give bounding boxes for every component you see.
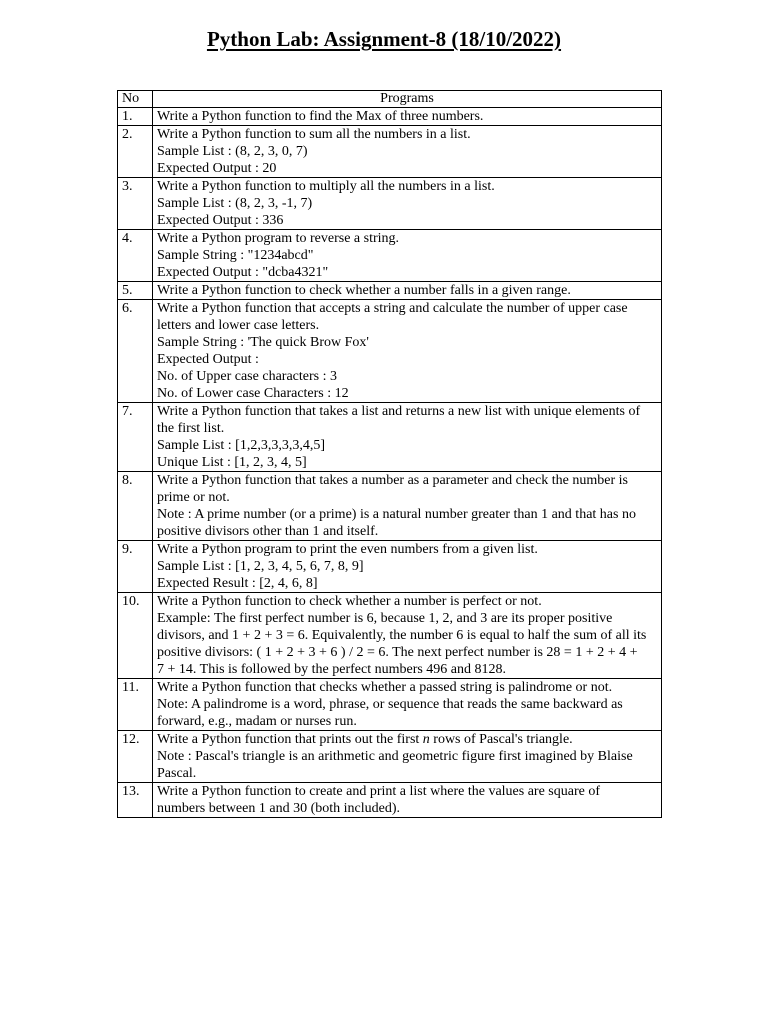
page-title: Python Lab: Assignment-8 (18/10/2022)	[206, 27, 562, 51]
program-line: Write a Python function to check whether a number falls in a given range.	[157, 283, 571, 298]
program-line: Note : A prime number (or a prime) is a natural number greater than 1 and that has no	[157, 507, 636, 522]
program-line: numbers between 1 and 30 (both included).	[157, 801, 400, 816]
program-line: Write a Python function that takes a number as a parameter and check the number is	[157, 473, 628, 488]
table-row	[118, 472, 662, 541]
program-line: letters and lower case letters.	[157, 318, 320, 333]
program-line: Write a Python function to sum all the numbers in a list.	[157, 127, 471, 142]
program-line: Sample List : [1, 2, 3, 4, 5, 6, 7, 8, 9]	[157, 559, 364, 574]
row-number: 6.	[118, 300, 153, 403]
program-line: Expected Output : 336	[157, 213, 284, 228]
program-description	[153, 783, 662, 818]
program-description	[153, 282, 662, 300]
program-line-text: rows of Pascal's triangle.	[429, 732, 573, 747]
row-number: 7.	[118, 403, 153, 472]
program-description	[153, 108, 662, 126]
row-number: 8.	[118, 472, 153, 541]
program-description	[153, 300, 662, 403]
table-row	[118, 300, 662, 403]
program-line: divisors, and 1 + 2 + 3 = 6. Equivalently, the number 6 is equal to half the sum of all its	[157, 628, 647, 643]
program-line: Unique List : [1, 2, 3, 4, 5]	[157, 455, 307, 470]
program-line: Expected Result : [2, 4, 6, 8]	[157, 576, 318, 591]
program-line: Sample String : 'The quick Brow Fox'	[157, 335, 369, 350]
table-row	[118, 178, 662, 230]
table-row	[118, 541, 662, 593]
program-line: Sample String : "1234abcd"	[157, 248, 314, 263]
program-description	[153, 403, 662, 472]
program-description	[153, 731, 662, 783]
program-description	[153, 126, 662, 178]
program-line: Write a Python program to reverse a string.	[157, 231, 400, 246]
row-number: 2.	[118, 126, 153, 178]
program-description	[153, 541, 662, 593]
program-line: forward, e.g., madam or nurses run.	[157, 714, 357, 729]
program-line: Write a Python function to find the Max of three numbers.	[157, 109, 484, 124]
program-line: Sample List : (8, 2, 3, -1, 7)	[157, 196, 313, 211]
program-line: the first list.	[157, 421, 225, 436]
program-line: Expected Output : "dcba4321"	[157, 265, 329, 280]
table-row	[118, 593, 662, 679]
program-line: Write a Python function that checks whether a passed string is palindrome or not.	[157, 680, 613, 695]
program-line: Example: The first perfect number is 6, because 1, 2, and 3 are its proper positive	[157, 611, 613, 626]
row-number: 9.	[118, 541, 153, 593]
program-line: Write a Python program to print the even numbers from a given list.	[157, 542, 538, 557]
program-description	[153, 178, 662, 230]
program-line: Note : Pascal's triangle is an arithmetic and geometric figure first imagined by Blaise	[157, 749, 633, 764]
program-line: positive divisors other than 1 and itself.	[157, 524, 379, 539]
program-line: prime or not.	[157, 490, 230, 505]
program-line	[157, 731, 657, 748]
program-line: Pascal.	[157, 766, 197, 781]
table-row	[118, 108, 662, 126]
table-row	[118, 679, 662, 731]
program-line: Write a Python function to create and print a list where the values are square of	[157, 784, 600, 799]
row-number: 4.	[118, 230, 153, 282]
header-programs: Programs	[153, 91, 662, 108]
table-row	[118, 403, 662, 472]
program-line: positive divisors: ( 1 + 2 + 3 + 6 ) / 2 = 6. The next perfect number is 28 = 1 + 2 + 4 +	[157, 645, 638, 660]
programs-table	[117, 90, 662, 818]
program-description	[153, 679, 662, 731]
program-line: Sample List : (8, 2, 3, 0, 7)	[157, 144, 308, 159]
program-line: Write a Python function that takes a list and returns a new list with unique elements of	[157, 404, 641, 419]
row-number: 3.	[118, 178, 153, 230]
table-row	[118, 282, 662, 300]
header-no: No	[118, 91, 153, 108]
row-number: 13.	[118, 783, 153, 818]
table-row	[118, 126, 662, 178]
program-line: No. of Upper case characters : 3	[157, 369, 337, 384]
program-description	[153, 230, 662, 282]
table-row	[118, 230, 662, 282]
table-row	[118, 783, 662, 818]
table-row	[118, 731, 662, 783]
program-line: Expected Output : 20	[157, 161, 277, 176]
program-description	[153, 593, 662, 679]
program-line-text: Write a Python function that prints out the first	[157, 732, 423, 747]
program-line: Expected Output :	[157, 352, 259, 367]
row-number: 11.	[118, 679, 153, 731]
row-number: 10.	[118, 593, 153, 679]
program-line: Write a Python function to multiply all the numbers in a list.	[157, 179, 495, 194]
program-line: Note: A palindrome is a word, phrase, or sequence that reads the same backward as	[157, 697, 623, 712]
row-number: 1.	[118, 108, 153, 126]
program-line-variable: n	[422, 732, 430, 747]
program-line: No. of Lower case Characters : 12	[157, 386, 349, 401]
table-body	[118, 108, 662, 818]
program-line: Write a Python function to check whether a number is perfect or not.	[157, 594, 542, 609]
program-line: Write a Python function that accepts a string and calculate the number of upper case	[157, 301, 628, 316]
table-header-row	[118, 91, 662, 108]
program-line: Sample List : [1,2,3,3,3,3,4,5]	[157, 438, 325, 453]
row-number: 5.	[118, 282, 153, 300]
row-number: 12.	[118, 731, 153, 783]
program-line: 7 + 14. This is followed by the perfect numbers 496 and 8128.	[157, 662, 507, 677]
program-description	[153, 472, 662, 541]
